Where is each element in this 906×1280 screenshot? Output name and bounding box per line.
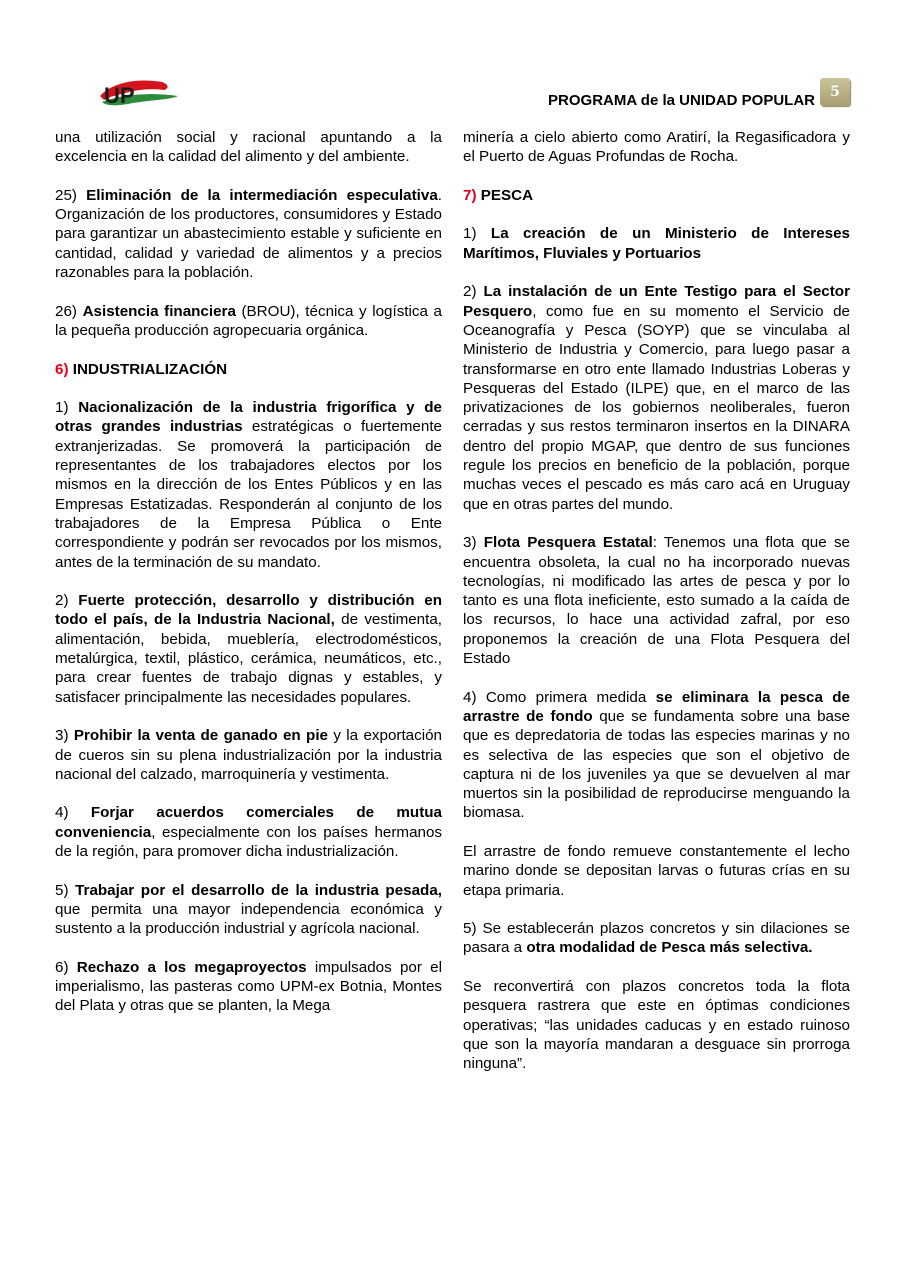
item-pesca-2: 2) La instalación de un Ente Testigo para el Sector Pesquero, como fue en su momento el Servicio de Oceanografía y Pesca (SOYP) que se vinculaba al Ministerio de Industria y Comercio, para luego pasar a transformarse en otro ente llamado Industrias Loberas y Pesqueras del Estado (ILPE) que, en el marco de las privatizaciones de los gobiernos neoliberales, fueron cerradas y sus restos terminaron insertos en la DINARA dentro del propio MGAP, que dentro de sus funciones regule los precios en beneficio de la población, porque muchas veces el pescado es más caro acá en Uruguay que en otras partes del mundo. [463, 283, 850, 513]
item-pesca-5: 5) Se establecerán plazos concretos y sin dilaciones se pasara a otra modalidad de Pesca más selectiva. [463, 920, 850, 957]
section-heading-industrializacion: 6) INDUSTRIALIZACIÓN [55, 360, 228, 378]
item-pesca-1: 1) La creación de un Ministerio de Intereses Marítimos, Fluviales y Portuarios [463, 225, 850, 262]
paragraph: minería a cielo abierto como Aratirí, la Regasificadora y el Puerto de Aguas Profundas de Rocha. [463, 129, 850, 166]
item-25: 25) Eliminación de la intermediación especulativa. Organización de los productores, consumidores y Estado para garantizar un abastecimiento estable y suficiente en cantidad, calidad y variedad de alimentos y a precios razonables para la población. [55, 186, 442, 282]
item-pesca-3: 3) Flota Pesquera Estatal: Tenemos una flota que se encuentra obsoleta, la cual no ha incorporado nuevas tecnologías, ni modificado las artes de pesca y por lo tanto es una flota ineficiente, esto sumado a la caída de los recursos, lo hace una actividad zafral, por eso proponemos la creación de una Flota Pesquera del Estado [463, 534, 850, 668]
item-26: 26) Asistencia financiera (BROU), técnica y logística a la pequeña producción agropecuaria orgánica. [55, 302, 442, 339]
logo-text: UP [104, 83, 135, 108]
item-pesca-4: 4) Como primera medida se eliminara la pesca de arrastre de fondo que se fundamenta sobre una base que es depredatoria de todas las especies marinas y no es selectiva de las especies que son el objetivo de captura ni de los juveniles ya que se devuelven al mar muertos sin la posibilidad de reproducirse menguando la biomasa. [463, 688, 851, 822]
right-column [463, 128, 850, 1074]
item-ind-3: 3) Prohibir la venta de ganado en pie y la exportación de cueros sin su plena industrialización por la industria nacional del calzado, marroquinería y vestimenta. [55, 727, 442, 783]
item-ind-2: 2) Fuerte protección, desarrollo y distribución en todo el país, de la Industria Nacional, de vestimenta, alimentación, bebida, mueblería, electrodomésticos, metalúrgica, textil, plástico, cerámica, neumáticos, etc., para crear fuentes de trabajo dignas y estables, y satisfacer principalmente las necesidades populares. [55, 592, 442, 706]
page-number: 5 [820, 78, 850, 106]
item-ind-6: 6) Rechazo a los megaproyectos impulsados por el imperialismo, las pasteras como UPM-ex Botnia, Montes del Plata y otras que se planten, la Mega [55, 958, 442, 1015]
left-column [55, 128, 442, 1016]
item-ind-5: 5) Trabajar por el desarrollo de la industria pesada, que permita una mayor independencia económica y sustento a la producción industrial y agrícola nacional. [55, 881, 442, 938]
up-logo [98, 76, 180, 112]
section-heading-pesca: 7) PESCA [463, 186, 534, 204]
item-ind-4: 4) Forjar acuerdos comerciales de mutua conveniencia, especialmente con los países hermanos de la región, para promover dicha industrialización. [55, 804, 442, 860]
item-ind-1: 1) Nacionalización de la industria frigorífica y de otras grandes industrias estratégicas o fuertemente extranjerizadas. Se promoverá la participación de representantes de los trabajadores electos por los mismos en la dirección de los Entes Públicos y en las Empresas Estatizadas. Responderán al conjunto de los trabajadores de la Empresa Pública o Ente correspondiente y podrán ser revocados por los mismos, antes de la terminación de su mandato. [55, 399, 442, 571]
paragraph: Se reconvertirá con plazos concretos toda la flota pesquera rastrera que este en óptimas condiciones operativas; “las unidades caducas y en estado ruinoso que son la mayoría mandaran a desguace sin prorroga ninguna”. [463, 978, 850, 1073]
paragraph: una utilización social y racional apuntando a la excelencia en la calidad del alimento y del ambiente. [55, 129, 442, 166]
paragraph: El arrastre de fondo remueve constantemente el lecho marino donde se depositan larvas o futuras crías en su etapa primaria. [463, 842, 850, 899]
header-title: PROGRAMA de la UNIDAD POPULAR [548, 92, 815, 109]
